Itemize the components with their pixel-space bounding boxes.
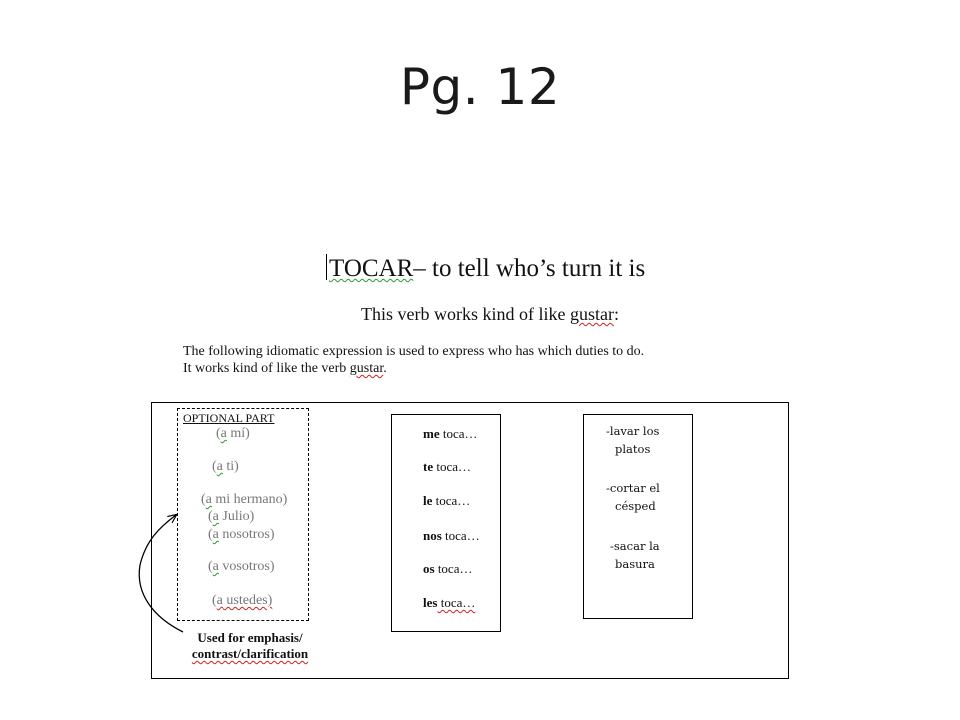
verb-form: le toca… — [423, 493, 471, 508]
heading-verb: TOCAR — [329, 255, 414, 282]
heading-rest: – to tell who’s turn it is — [413, 255, 646, 282]
subheading-word: gustar — [569, 304, 614, 324]
caption-line-1: Used for emphasis/ — [197, 630, 303, 645]
intro-line-2-text: It works kind of like the verb — [183, 361, 350, 376]
intro-line-2-word: gustar — [349, 361, 384, 376]
pronoun-item: (a mi hermano) — [201, 492, 288, 507]
pronoun-item: (a mí) — [216, 426, 250, 441]
verb-form: les toca… — [423, 595, 476, 610]
slide-title: Pg. 12 — [399, 58, 561, 116]
pronoun-item: (a nosotros) — [208, 527, 275, 542]
verb-form: nos toca… — [423, 528, 480, 543]
subheading-colon: : — [613, 304, 619, 324]
verb-form: me toca… — [423, 426, 478, 441]
caption-line-2: contrast/clarification — [191, 646, 309, 661]
chore-item: -lavar los platos — [606, 424, 660, 456]
intro-line-1: The following idiomatic expression is used to express who has which duties to do. — [183, 344, 645, 359]
intro-line-2-period: . — [383, 361, 387, 376]
pronoun-item: (a Julio) — [208, 509, 255, 524]
pronoun-item: (a ti) — [212, 459, 239, 474]
optional-part-title: OPTIONAL PART — [183, 411, 275, 425]
verb-form: te toca… — [423, 459, 472, 474]
subheading-text: This verb works kind of like — [361, 304, 570, 324]
pronoun-item: (a ustedes) — [212, 593, 273, 608]
optional-caption — [170, 630, 330, 662]
chore-item: -cortar el césped — [606, 481, 660, 513]
chore-item: -sacar la basura — [610, 539, 660, 571]
verb-form: os toca… — [423, 561, 473, 576]
pronoun-item: (a vosotros) — [208, 559, 275, 574]
